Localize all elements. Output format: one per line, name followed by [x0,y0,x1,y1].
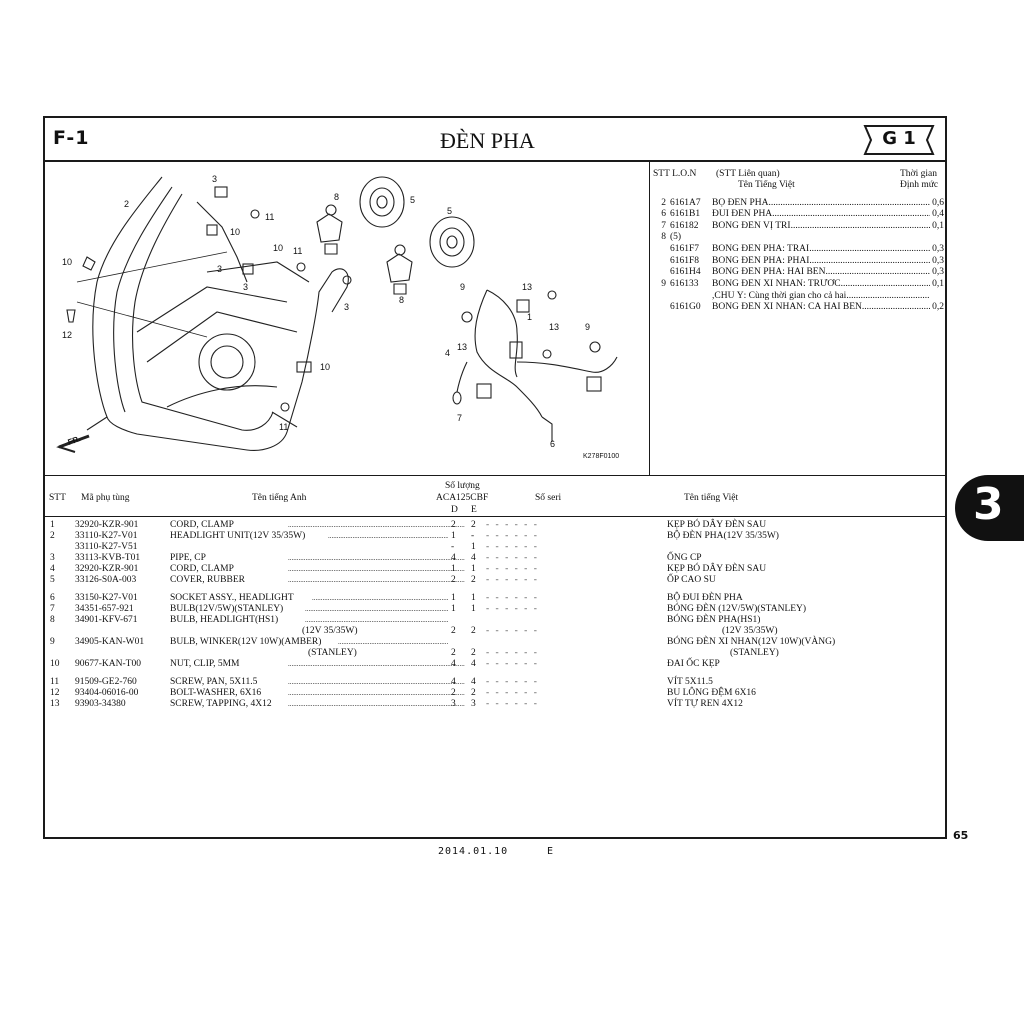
callout-9b: 9 [585,322,591,332]
callout-1a: 1 [527,312,533,322]
callout-13a: 13 [522,282,533,292]
col-vn-name: Tên tiếng Việt [684,493,739,503]
ref-row: 6161F8 BÓNG ĐÈN PHA: PHẢI ..... 0,3 [652,256,944,267]
ref-row: 8 (5) [661,232,682,242]
ref-row: 6161H4 BÓNG ĐÈN PHA: HAI BÊN ..... 0,3 [652,267,944,278]
table-row: 2 33110-K27-V01 HEADLIGHT UNIT(12V 35/35W) ..... 1 - - - - - - - BỘ ĐÈN PHA(12V 35/35W) [50,531,950,542]
section-code: F-1 [53,127,90,149]
table-row: 6 33150-K27-V01 SOCKET ASSY., HEADLIGHT ..... 1 1 - - - - - - BỘ ĐUI ĐÈN PHA [50,593,950,604]
table-row: 13 93903-34380 SCREW, TAPPING, 4X12 ..... 3 3 - - - - - - VÍT TỰ REN 4X12 [50,699,950,710]
table-row: 33110-K27-V51 - 1 - - - - - - [75,542,539,552]
callout-8b: 8 [399,295,405,305]
exploded-diagram [47,162,649,474]
callout-3b: 3 [217,264,223,274]
fr-label: FR. [66,434,82,447]
section-tab-number: 3 [973,479,1004,530]
callout-6: 6 [550,439,556,449]
table-row: 7 34351-657-921 BULB(12V/5W)(STANLEY) ..... 1 1 - - - - - - BÓNG ĐÈN (12V/5W)(STANLEY) [50,604,950,615]
figure-code: K278F0100 [583,453,620,460]
ref-row: 9 616133 BÓNG ĐÈN XI NHAN: TRƯỚC ..... 0,1 [652,279,944,290]
ref-row: 2 6161A7 BỘ ĐÈN PHA ..... 0,6 [652,198,944,209]
table-row: 3 33113-KVB-T01 PIPE, CP ..... 4 4 - - - - - - ỐNG CP [50,553,950,564]
callout-5b: 5 [447,206,453,216]
col-e: E [471,505,477,515]
callout-3c: 3 [243,282,249,292]
ref-col-rate: Định mức [900,180,939,190]
table-row: 11 91509-GE2-760 SCREW, PAN, 5X11.5 ..... 4 4 - - - - - - VÍT 5X11.5 [50,677,950,688]
table-row: (STANLEY) 2 2 - - - - - - (STANLEY) [308,648,779,658]
callout-3a: 3 [212,174,218,184]
col-en-name: Tên tiếng Anh [252,493,307,503]
ref-row: 6161G0 BÓNG ĐÈN XI NHAN: CẢ HAI BÊN ..... 0,2 [652,302,944,313]
callout-3d: 3 [344,302,350,312]
diagram-divider [649,161,650,475]
ref-row: 7 616182 BÓNG ĐÈN VỊ TRÍ ..... 0,1 [652,221,944,232]
callout-11a: 11 [265,212,275,222]
callout-2: 2 [124,199,130,209]
callout-10b: 10 [62,257,73,267]
ref-col-vn-name: Tên Tiếng Việt [738,180,795,190]
callout-8a: 8 [334,192,340,202]
section-tab [955,475,1024,541]
callout-7: 7 [457,413,463,423]
callout-10d: 10 [320,362,331,372]
ref-row: 6 6161B1 ĐUI ĐÈN PHA ..... 0,4 [652,209,944,220]
col-part-no: Mã phụ tùng [81,493,130,503]
group-code: G 1 [882,128,916,149]
col-qty: Số lượng [445,481,480,491]
table-header-divider [45,516,945,517]
table-row: 1 32920-KZR-901 CORD, CLAMP ..... 2 2 - - - - - - KẸP BÓ DÂY ĐÈN SAU [50,520,950,531]
table-row: 9 34905-KAN-W01 BULB, WINKER(12V 10W)(AMBER) ..... BÓNG ĐÈN XI NHAN(12V 10W)(VÀNG) [50,637,950,648]
page-number: 65 [953,829,969,842]
col-d: D [451,505,458,515]
table-row: 10 90677-KAN-T00 NUT, CLIP, 5MM ..... 4 4 - - - - - - ĐAI ỐC KẸP [50,659,950,670]
table-row: 8 34901-KFV-671 BULB, HEADLIGHT(HS1) ..... BÓNG ĐÈN PHA(HS1) [50,615,950,626]
callout-11c: 11 [279,422,289,432]
table-top-divider [45,475,945,476]
group-badge [861,124,937,156]
callout-13c: 13 [457,342,468,352]
callout-9a: 9 [460,282,466,292]
callout-11b: 11 [293,246,303,256]
table-row: (12V 35/35W) 2 2 - - - - - - (12V 35/35W) [302,626,778,636]
ref-note: ,CHÚ Ý: Cùng thời gian cho cả hai ..... [652,291,944,302]
callout-5a: 5 [410,195,416,205]
footer-edition: E [547,846,554,857]
page-title: ĐÈN PHA [440,128,535,153]
table-row: 5 33126-S0A-003 COVER, RUBBER ..... 2 2 - - - - - - ỐP CAO SU [50,575,950,586]
table-row: 12 93404-06016-00 BOLT-WASHER, 6X16 ..... 2 2 - - - - - - BU LÔNG ĐỆM 6X16 [50,688,950,699]
ref-col-related: (STT Liên quan) [716,169,780,179]
ref-col-time: Thời gian [900,169,937,179]
col-stt: STT [49,493,66,503]
table-row: 4 32920-KZR-901 CORD, CLAMP ..... 1 1 - - - - - - KẸP BÓ DÂY ĐÈN SAU [50,564,950,575]
callout-10a: 10 [230,227,241,237]
callout-12: 12 [62,330,73,340]
col-model: ACA125CBF [436,493,489,503]
callout-13b: 13 [549,322,560,332]
ref-row: 6161F7 BÓNG ĐÈN PHA: TRÁI ..... 0,3 [652,244,944,255]
col-serial: Số seri [535,493,562,503]
callout-10c: 10 [273,243,284,253]
ref-col-stt-lon: STT L.O.N [653,169,697,179]
footer-date: 2014.01.10 [438,846,509,857]
callout-4: 4 [445,348,451,358]
